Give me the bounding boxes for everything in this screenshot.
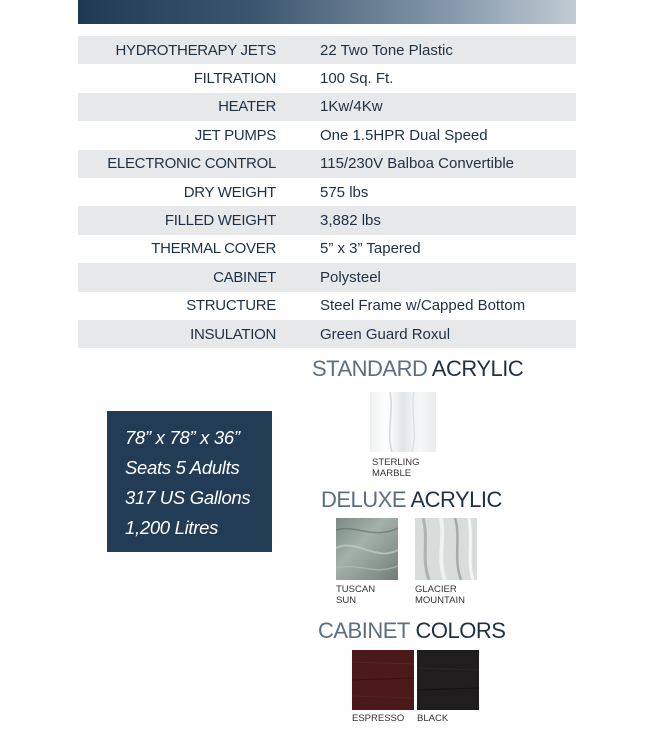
- espresso-texture: [352, 650, 414, 710]
- spec-value: 100 Sq. Ft.: [320, 70, 394, 88]
- spec-value: 5” x 3” Tapered: [320, 240, 421, 258]
- spec-row-dry-weight: [78, 178, 576, 206]
- heading-bold-word: ACRYLIC: [431, 356, 524, 381]
- header-gradient-banner: [78, 0, 576, 24]
- swatch-label-black: BLACK: [417, 713, 449, 724]
- spec-row-hydrotherapy-jets: [78, 36, 576, 64]
- swatch-label-sterling-marble: STERLING MARBLE: [372, 457, 420, 479]
- cabinet-colors-heading: [318, 618, 505, 644]
- swatch-black[interactable]: [417, 650, 479, 710]
- spec-label: JET PUMPS: [194, 126, 276, 144]
- spec-label: STRUCTURE: [186, 297, 276, 315]
- spec-row-heater: [78, 93, 576, 121]
- spec-label: DRY WEIGHT: [183, 183, 276, 201]
- dimensions-text: 78” x 78” x 36”: [125, 427, 240, 448]
- swatch-label-glacier-mountain: GLACIER MOUNTAIN: [415, 584, 465, 606]
- marble-texture: [370, 392, 436, 452]
- swatch-espresso[interactable]: [352, 650, 414, 710]
- spec-value: Polysteel: [320, 268, 381, 286]
- spec-label: CABINET: [213, 268, 276, 286]
- standard-acrylic-heading: [312, 356, 523, 382]
- spec-row-thermal-cover: [78, 235, 576, 263]
- spec-label: ELECTRONIC CONTROL: [107, 155, 276, 173]
- spec-table: [78, 36, 576, 348]
- spec-row-electronic-control: [78, 150, 576, 178]
- spec-label: HEATER: [218, 98, 276, 116]
- spec-value: 1Kw/4Kw: [320, 98, 383, 116]
- spec-value: Green Guard Roxul: [320, 325, 451, 343]
- spec-value: Steel Frame w/Capped Bottom: [320, 297, 526, 315]
- swatch-sterling-marble[interactable]: [370, 392, 436, 452]
- spec-label: FILLED WEIGHT: [164, 212, 276, 230]
- spec-label: HYDROTHERAPY JETS: [115, 41, 276, 59]
- heading-light-word: DELUXE: [321, 487, 407, 512]
- gallons-text: 317 US Gallons: [125, 487, 251, 508]
- swatch-label-tuscan-sun: TUSCAN SUN: [336, 584, 376, 606]
- spec-row-jet-pumps: [78, 121, 576, 149]
- heading-bold-word: ACRYLIC: [410, 487, 502, 512]
- heading-light-word: CABINET: [318, 618, 410, 643]
- swatch-label-espresso: ESPRESSO: [352, 713, 405, 724]
- spec-row-insulation: [78, 320, 576, 348]
- spec-value: One 1.5HPR Dual Speed: [320, 126, 488, 144]
- spec-value: 3,882 lbs: [320, 212, 381, 230]
- spec-value: 22 Two Tone Plastic: [320, 41, 453, 59]
- spec-label: INSULATION: [190, 325, 276, 343]
- spec-row-filtration: [78, 64, 576, 92]
- heading-bold-word: COLORS: [415, 618, 506, 643]
- spec-row-structure: [78, 292, 576, 320]
- deluxe-acrylic-heading: [321, 487, 502, 513]
- black-texture: [417, 650, 479, 710]
- size-info-box: [107, 411, 272, 552]
- spec-row-filled-weight: [78, 206, 576, 234]
- litres-text: 1,200 Litres: [125, 517, 219, 538]
- spec-label: FILTRATION: [193, 70, 276, 88]
- glacier-texture: [415, 518, 477, 580]
- spec-value: 575 lbs: [320, 183, 369, 201]
- spec-label: THERMAL COVER: [151, 240, 276, 258]
- swatch-glacier-mountain[interactable]: [415, 518, 477, 580]
- swatch-tuscan-sun[interactable]: [336, 518, 398, 580]
- spec-row-cabinet: [78, 263, 576, 291]
- spec-value: 115/230V Balboa Convertible: [320, 155, 515, 173]
- heading-light-word: STANDARD: [312, 356, 428, 381]
- granite-texture: [336, 518, 398, 580]
- seats-text: Seats 5 Adults: [125, 457, 240, 478]
